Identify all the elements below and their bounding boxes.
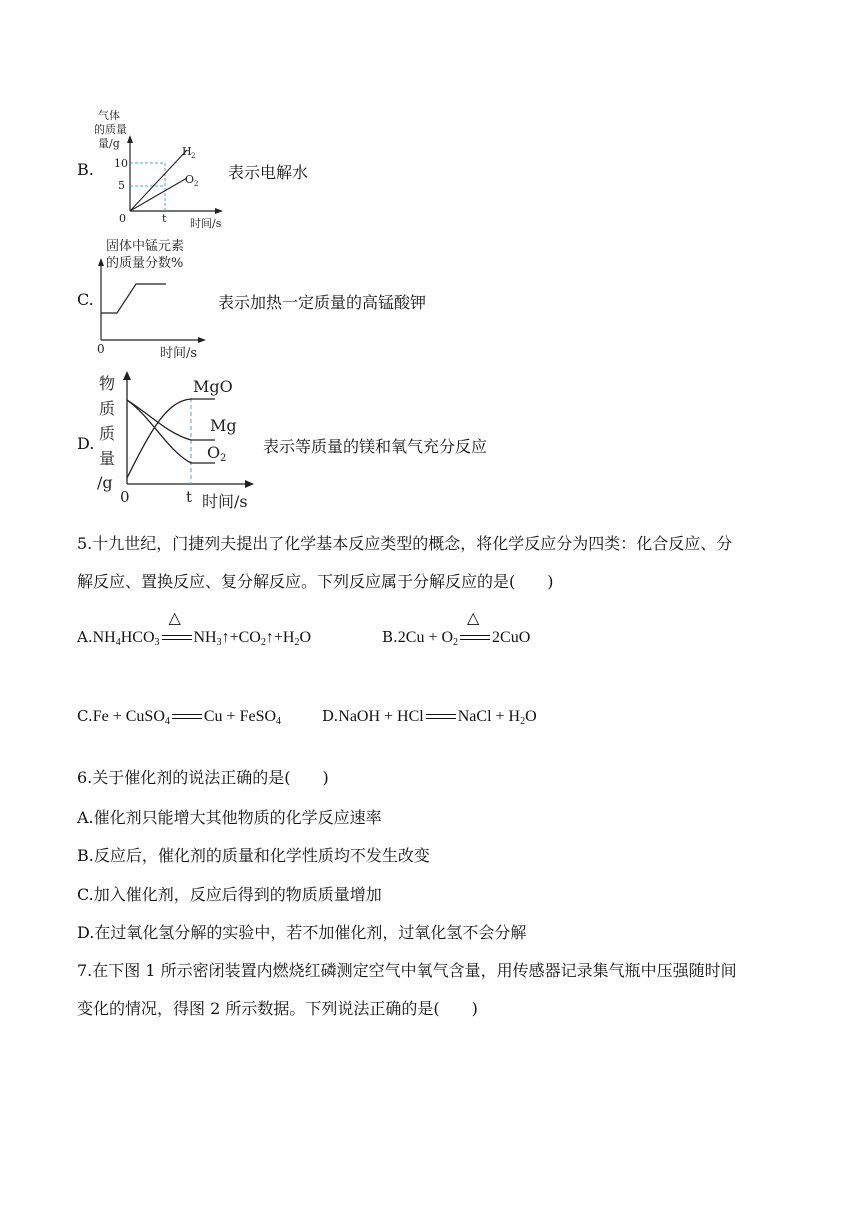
graph-ylabel-line: 固体中锰元素 (106, 239, 185, 254)
permanganate-graph (92, 236, 217, 361)
q6-stem: 6.关于催化剂的说法正确的是( ) (77, 768, 329, 787)
graph-ylabel-line: 的质量 (94, 123, 127, 136)
q5-option-c (77, 706, 281, 727)
q5-option-a (77, 610, 311, 648)
x-axis-arrow (245, 480, 254, 488)
origin-label: 0 (119, 212, 126, 225)
option-d-letter: D. (77, 434, 95, 453)
origin-label: 0 (120, 488, 130, 506)
origin-label: 0 (97, 342, 105, 356)
graph-ylabel-char: 物 (99, 374, 116, 393)
x-axis-arrow (215, 208, 223, 214)
x-label: 时间/s (160, 346, 198, 361)
option-d-text: 表示等质量的镁和氧气充分反应 (263, 437, 488, 456)
q6-option-c: C.加入催化剂，反应后得到的物质质量增加 (77, 885, 382, 904)
ytick-10: 10 (114, 157, 128, 170)
mn-fraction-line (101, 284, 166, 313)
o2-label: O (185, 173, 195, 186)
mg-oxygen-graph (92, 368, 262, 513)
q5-option-a-letter: A. (77, 628, 93, 646)
y-axis-arrow (127, 135, 133, 143)
q5-option-d (322, 706, 537, 727)
electrolysis-graph (92, 105, 232, 230)
q5-option-b (382, 610, 531, 648)
q5-equation-b: $2Cu + O_2$ △ 2CuO (397, 610, 531, 648)
q5-stem-line1: 5.十九世纪，门捷列夫提出了化学基本反应类型的概念，将化学反应分为四类：化合反应、分 (77, 534, 733, 553)
h2-line (130, 150, 187, 211)
heat-equals-sign: △ (458, 630, 492, 646)
x-axis-arrow (198, 337, 206, 343)
option-b-letter: B. (77, 160, 94, 179)
y-axis-arrow (98, 258, 104, 266)
q5-equation-a: $NH_4HCO_3$ △ $NH_3↑+CO_2↑+H_2O$ (92, 610, 311, 648)
option-b-text: 表示电解水 (228, 163, 309, 182)
x-label: 时间/s (190, 217, 222, 230)
ytick-5: 5 (118, 179, 125, 192)
y-axis-arrow (123, 371, 131, 380)
graph-ylabel-line: 的质量分数% (106, 256, 184, 271)
q7-stem-line2: 变化的情况，得图 2 所示数据。下列说法正确的是( ) (77, 999, 478, 1018)
heat-equals-sign: △ (160, 630, 194, 646)
t-label: t (162, 212, 167, 225)
q6-option-d: D.在过氧化氢分解的实验中，若不加催化剂，过氧化氢不会分解 (77, 923, 527, 942)
mg-line (127, 400, 215, 440)
q6-option-a: A.催化剂只能增大其他物质的化学反应速率 (77, 808, 382, 827)
o2-line (130, 178, 187, 211)
t-label: t (186, 488, 193, 506)
h2-sub: 2 (191, 152, 196, 160)
option-c-text: 表示加热一定质量的高锰酸钾 (218, 293, 427, 312)
graph-ylabel-char: 质 (99, 424, 116, 443)
q5-equation-c: Fe + CuSO$_4$ Cu + FeSO$_4$ (92, 708, 282, 727)
mg-label: Mg (210, 416, 237, 435)
graph-ylabel-char: 质 (99, 399, 116, 418)
q5-option-d-letter: D. (322, 707, 339, 725)
x-label: 时间/s (202, 492, 248, 511)
o2-sub: 2 (194, 180, 199, 188)
q5-stem-line2: 解反应、置换反应、复分解反应。下列反应属于分解反应的是( ) (77, 572, 554, 591)
mgo-label: MgO (193, 377, 233, 396)
graph-ylabel-char: /g (97, 473, 113, 492)
graph-ylabel-line: 量/g (98, 137, 120, 150)
q7-stem-line1: 7.在下图 1 所示密闭装置内燃烧红磷测定空气中氧气含量，用传感器记录集气瓶中压强随时间 (77, 961, 737, 980)
q5-option-b-letter: B. (382, 628, 398, 646)
o2-label: O (207, 443, 221, 462)
graph-ylabel-char: 量 (99, 449, 116, 468)
equals-sign (170, 709, 204, 725)
h2-label: H (182, 145, 192, 158)
q6-option-b: B.反应后，催化剂的质量和化学性质均不发生改变 (77, 846, 430, 865)
q5-equation-d: NaOH + HCl NaCl + $H_2O$ (338, 708, 537, 727)
option-c-letter: C. (77, 290, 94, 309)
equals-sign (424, 709, 458, 725)
o2-sub: 2 (220, 453, 227, 464)
q5-option-c-letter: C. (77, 707, 93, 725)
graph-ylabel-line: 气体 (98, 109, 120, 122)
